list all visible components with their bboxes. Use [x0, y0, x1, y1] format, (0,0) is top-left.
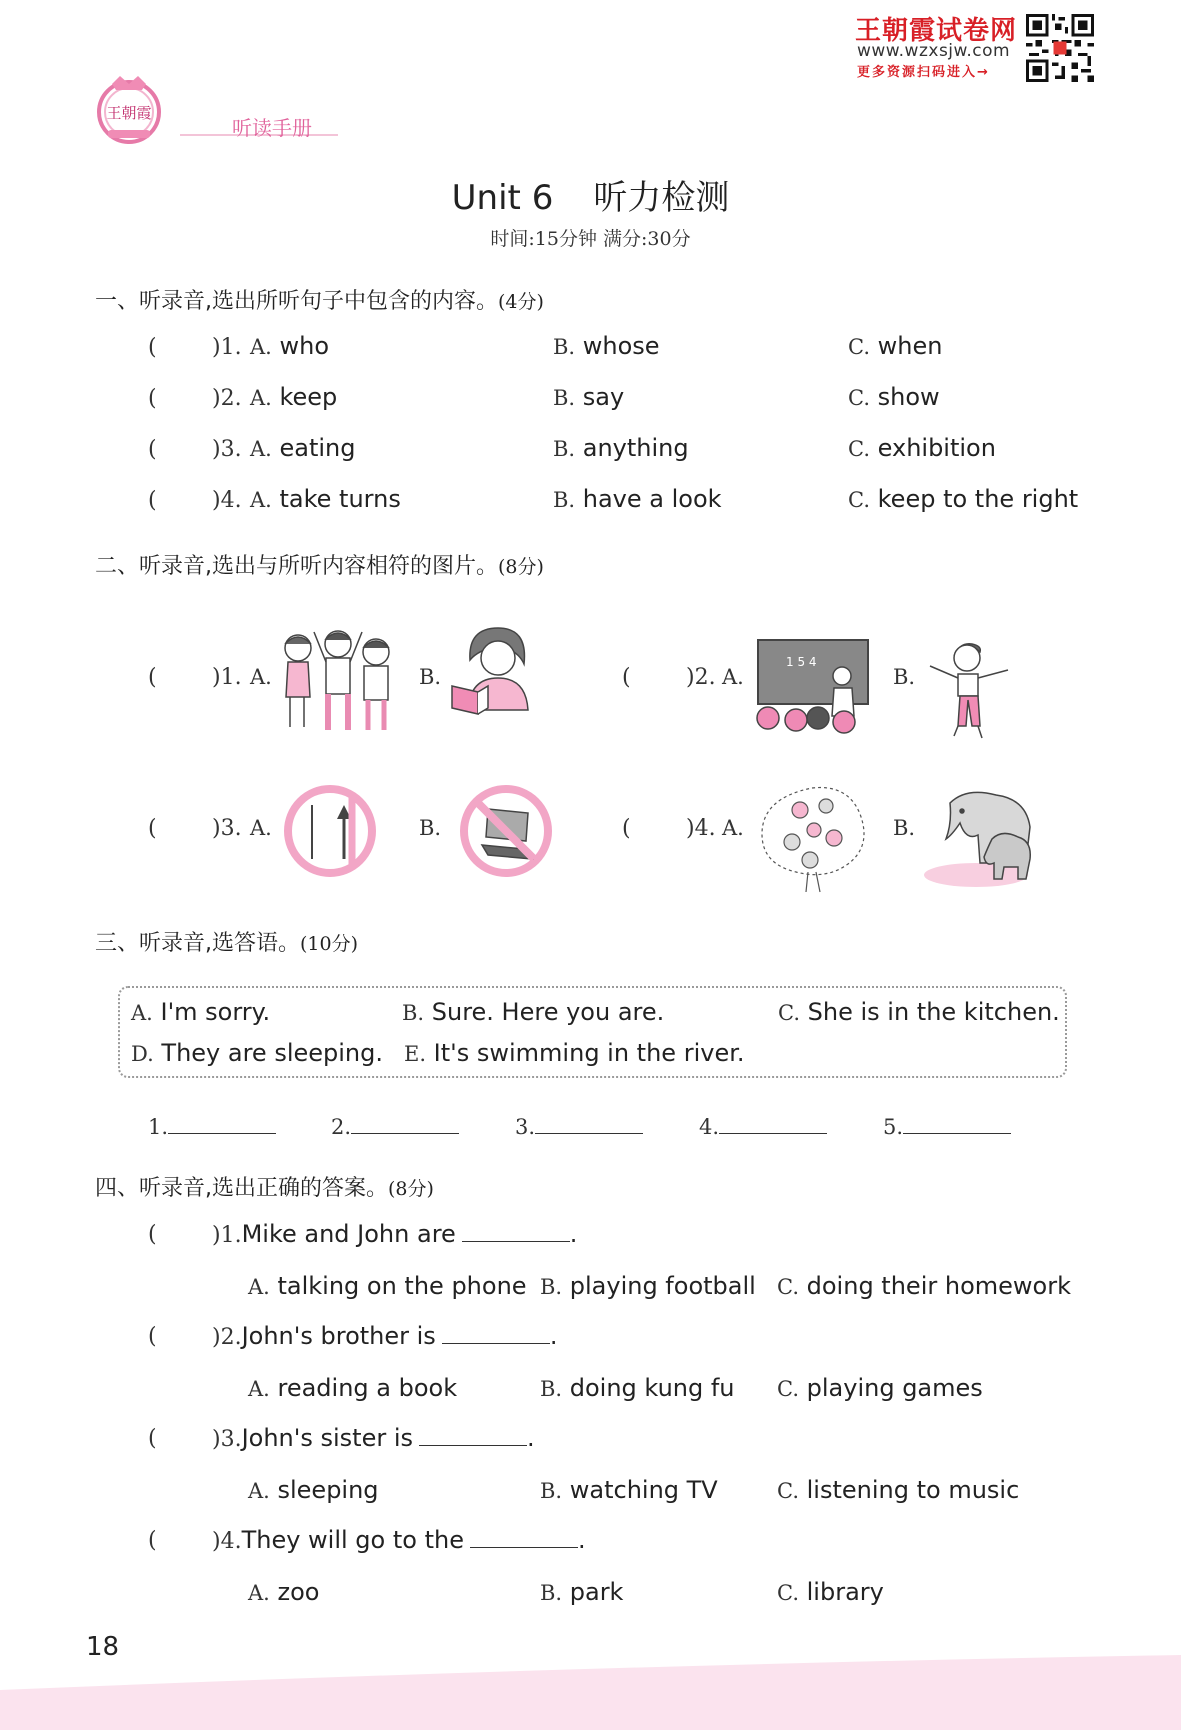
option-a-label: A. — [250, 816, 272, 840]
option-a[interactable]: A. reading a book — [248, 1374, 458, 1402]
list-item: ( — [148, 1324, 157, 1349]
section1-heading: 一、听录音,选出所听句子中包含的内容。(4分) — [95, 289, 544, 314]
classroom-teacher-icon[interactable] — [756, 638, 870, 734]
question-stem: )1.Mike and John are . — [212, 1220, 578, 1248]
question-number: )4. — [686, 816, 716, 841]
option-b-label: B. — [419, 816, 442, 840]
qr-code-icon[interactable] — [1026, 14, 1094, 82]
answer-blank-5[interactable]: 5. — [883, 1111, 1011, 1139]
question-number: )3. — [212, 816, 242, 841]
list-item: ( — [622, 816, 631, 841]
test-name: 听力检测 — [593, 178, 730, 218]
no-overtaking-sign-icon[interactable] — [282, 783, 378, 879]
option-c[interactable]: C. exhibition — [848, 434, 996, 462]
list-item: ( — [148, 437, 157, 462]
option-c[interactable]: C. keep to the right — [848, 485, 1079, 513]
list-item: ( — [148, 1222, 157, 1247]
answer-blank-1[interactable]: 1. — [148, 1111, 276, 1139]
section4-heading: 四、听录音,选出正确的答案。(8分) — [95, 1176, 434, 1201]
option-a[interactable]: A. who — [250, 332, 330, 360]
option-a[interactable]: A. keep — [250, 383, 338, 411]
site-url[interactable]: www.wzxsjw.com — [857, 41, 1011, 61]
option-b[interactable]: B. watching TV — [540, 1476, 718, 1504]
option-a[interactable]: A. take turns — [250, 485, 401, 513]
answer-blank-4[interactable]: 4. — [699, 1111, 827, 1139]
list-item: ( — [148, 816, 157, 841]
question-stem: )3.John's sister is . — [212, 1424, 535, 1452]
option-a[interactable]: A. eating — [250, 434, 356, 462]
answer-blank-2[interactable]: 2. — [331, 1111, 459, 1139]
answer-option-b: B. Sure. Here you are. — [402, 998, 665, 1026]
answer-option-d: D. They are sleeping. — [131, 1039, 383, 1067]
option-c[interactable]: C. when — [848, 332, 943, 360]
test-meta: 时间:15分钟 满分:30分 — [490, 228, 691, 250]
answer-option-c: C. She is in the kitchen. — [778, 998, 1060, 1026]
svg-text:王朝霞: 王朝霞 — [106, 104, 152, 122]
option-c[interactable]: C. doing their homework — [777, 1272, 1071, 1300]
option-a[interactable]: A. zoo — [248, 1578, 320, 1606]
list-item: ( — [148, 386, 157, 411]
question-number: )1. — [212, 335, 242, 360]
question-number: )3. — [212, 437, 242, 462]
svg-text:1 5 4: 1 5 4 — [786, 655, 817, 669]
question-number: )2. — [686, 665, 716, 690]
brand-logo-icon — [92, 72, 166, 146]
list-item: ( — [148, 1528, 157, 1553]
option-b[interactable]: B. have a look — [553, 485, 722, 513]
unit-label: Unit 6 — [451, 178, 554, 218]
option-b[interactable]: B. park — [540, 1578, 624, 1606]
question-number: )2. — [212, 386, 242, 411]
site-title: 王朝霞试卷网 — [855, 16, 1018, 46]
option-a[interactable]: A. sleeping — [248, 1476, 379, 1504]
option-b[interactable]: B. playing football — [540, 1272, 756, 1300]
section3-heading: 三、听录音,选答语。(10分) — [95, 931, 359, 956]
answer-option-e: E. It's swimming in the river. — [404, 1039, 745, 1067]
monkeys-in-tree-icon[interactable] — [756, 780, 868, 896]
elephants-icon[interactable] — [922, 783, 1042, 889]
question-number: )1. — [212, 665, 242, 690]
three-children-icon[interactable] — [270, 622, 406, 738]
girl-reading-icon[interactable] — [448, 620, 544, 716]
option-a-label: A. — [250, 665, 272, 689]
section2-heading: 二、听录音,选出与所听内容相符的图片。(8分) — [95, 554, 544, 579]
list-item: ( — [148, 665, 157, 690]
site-more-text: 更多资源扫码进入→ — [857, 65, 990, 80]
option-a-label: A. — [722, 816, 744, 840]
page-title — [0, 170, 1181, 219]
option-c[interactable]: C. listening to music — [777, 1476, 1020, 1504]
option-b[interactable]: B. say — [553, 383, 625, 411]
option-a-label: A. — [722, 665, 744, 689]
boy-dancing-icon[interactable] — [922, 636, 1014, 744]
option-b[interactable]: B. doing kung fu — [540, 1374, 735, 1402]
no-computer-sign-icon[interactable] — [458, 783, 554, 879]
option-b-label: B. — [419, 665, 442, 689]
option-b[interactable]: B. anything — [553, 434, 689, 462]
list-item: ( — [148, 488, 157, 513]
option-c[interactable]: C. playing games — [777, 1374, 983, 1402]
option-a[interactable]: A. talking on the phone — [248, 1272, 527, 1300]
list-item: ( — [622, 665, 631, 690]
option-b[interactable]: B. whose — [553, 332, 660, 360]
list-item: ( — [148, 335, 157, 360]
manual-title: 听读手册 — [232, 116, 312, 140]
option-c[interactable]: C. library — [777, 1578, 884, 1606]
question-stem: )4.They will go to the . — [212, 1526, 586, 1554]
option-b-label: B. — [893, 665, 916, 689]
option-b-label: B. — [893, 816, 916, 840]
page-number: 18 — [86, 1632, 120, 1662]
question-stem: )2.John's brother is . — [212, 1322, 558, 1350]
answer-blank-3[interactable]: 3. — [515, 1111, 643, 1139]
question-number: )4. — [212, 488, 242, 513]
option-c[interactable]: C. show — [848, 383, 940, 411]
list-item: ( — [148, 1426, 157, 1451]
answer-option-a: A. I'm sorry. — [131, 998, 271, 1026]
footer-band — [0, 1655, 1181, 1730]
